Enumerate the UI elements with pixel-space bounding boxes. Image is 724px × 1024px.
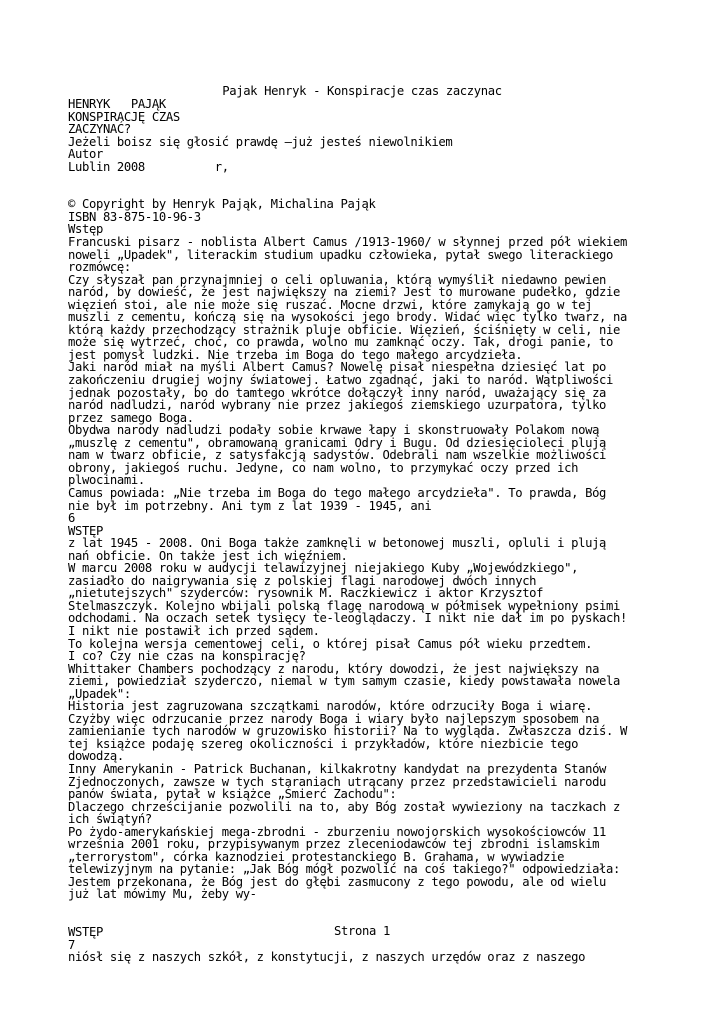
text-line: nie był im potrzebny. Ani tym z lat 1939 - 1945, ani (68, 498, 432, 513)
text-line: Jaki naród miał na myśli Albert Camus? Nowelę pisał niespełna dziesięć lat po (68, 360, 607, 375)
blank-line (68, 901, 718, 914)
text-line: Historia jest zagruzowana szczątkami narodów, które odrzuciły Boga i wiarę. (68, 699, 593, 714)
text-line: może się wytrzeć, choć, co prawda, wolno mu zamknąć oczy. Tak, drogi panie, to (68, 335, 614, 350)
text-line: nam w twarz obficie, z satysfakcją sadystów. Odebrali nam wszelkie możliwości (68, 448, 607, 463)
text-line: Czyżby więc odrzucanie przez narody Boga i wiary było najlepszym sposobem na (68, 711, 600, 726)
text-line: Francuski pisarz - noblista Albert Camus /1913-1960/ w słynnej przed pół wiekiem (68, 235, 628, 250)
text-line: ich świątyń? (68, 812, 152, 827)
text-line: „nietutejszych" szyderców: rysownik M. Raczkiewicz i aktor Krzysztof (68, 586, 544, 601)
text-line: rozmówcę: (68, 260, 131, 275)
text-line: już lat mówimy Mu, żeby wy- (68, 887, 257, 902)
text-line: Inny Amerykanin - Patrick Buchanan, kilkakrotny kandydat na prezydenta Stanów (68, 761, 607, 776)
text-line: Obydwa narody nadludzi podały sobie krwawe łapy i skonstruowały Polakom nową (68, 423, 600, 438)
text-line: Whittaker Chambers pochodzący z narodu, który dowodzi, że jest największy na (68, 661, 600, 676)
text-line: jest pomysł ludzki. Nie trzeba im Boga do tego małego arcydzieła. (68, 347, 523, 362)
text-line: To kolejna wersja cementowej celi, o której pisał Camus pół wieku przedtem. (68, 636, 593, 651)
text-line: WSTĘP (68, 925, 103, 940)
text-line: przez samego Boga. (68, 410, 194, 425)
text-line: niósł się z naszych szkół, z konstytucji, z naszych urzędów oraz z naszego (68, 950, 586, 965)
text-line: zamienianie tych narodów w gruzowisko historii? Na to wygląda. Zwłaszcza dziś. W (68, 724, 628, 739)
text-line: Camus powiada: „Nie trzeba im Boga do tego małego arcydzieła". To prawda, Bóg (68, 485, 607, 500)
text-line: Czy słyszał pan przynajmniej o celi opluwania, którą wymyślił niedawno pewien (68, 272, 607, 287)
text-line: dowodzą. (68, 749, 124, 764)
text-line: więzień stoi, ale nie może się ruszać. Mocne drzwi, które zamykają go w tej (68, 297, 593, 312)
text-line: I co? Czy nie czas na konspirację? (68, 649, 306, 664)
text-line: Wstęp (68, 222, 103, 237)
page-footer: Strona 1 (334, 924, 390, 938)
text-line: zasiadło do naigrywania się z polskiej flagi narodowej dwóch innych (68, 573, 537, 588)
text-line: naród nadludzi, naród wybrany nie przez jakiegoś ziemskiego uzurpatora, tylko (68, 398, 607, 413)
text-line: nań obficie. On także jest ich więźniem. (68, 548, 348, 563)
text-line: 7 (68, 937, 75, 952)
text-line: „terrorystom", córka kaznodziei protestanckiego B. Grahama, w wywiadzie (68, 849, 565, 864)
text-line: Lublin 2008 r, (68, 159, 229, 174)
text-line: którą każdy przechodzący strażnik pluje obficie. Więzień, ściśnięty w celi, nie (68, 322, 621, 337)
text-line: Zjednoczonych, zawsze w tych staraniach utrącany przez przedstawicieli narodu (68, 774, 607, 789)
text-line: naród, by dowieść, że jest największy na ziemi? Jest to murowane pudełko, gdzie (68, 285, 621, 300)
text-line: Jestem przekonana, że Bóg jest do głębi zasmucony z tego powodu, ale od wielu (68, 874, 607, 889)
text-line: panów świata, pytał w książce „Śmierć Zachodu": (68, 787, 397, 802)
text-line: ZACZYNAĆ? (68, 122, 131, 137)
text-line: plwocinami. (68, 473, 145, 488)
text-line: muszli z cementu, kończą się na wysokości jego brody. Widać więc tylko twarz, na (68, 310, 628, 325)
text-line: noweli „Upadek", literackim studium upadku człowieka, pytał swego literackiego (68, 247, 614, 262)
text-line: Dlaczego chrześcijanie pozwolili na to, aby Bóg został wywieziony na taczkach z (68, 799, 621, 814)
blank-line (68, 173, 718, 186)
text-line: 6 (68, 511, 75, 526)
text-line: odchodami. Na oczach setek tysięcy te-leoglądaczy. I nikt nie dał im po pyskach! (68, 611, 628, 626)
text-line: z lat 1945 - 2008. Oni Boga także zamknęli w betonowej muszli, opluli i plują (68, 536, 607, 551)
text-line: Jeżeli boisz się głosić prawdę –już jesteś niewolnikiem (68, 134, 453, 149)
text-line: września 2001 roku, przypisywanym przez zleceniodawców tej zbrodni islamskim (68, 837, 600, 852)
text-line: KONSPIRACJĘ CZAS (68, 109, 180, 124)
text-line: obrony, jakiegoś ruchu. Jedyne, co nam wolno, to przymykać oczy przed ich (68, 460, 579, 475)
text-line: ISBN 83-875-10-96-3 (68, 209, 201, 224)
document-title: Pajak Henryk - Konspiracje czas zaczynac (222, 84, 502, 98)
text-line: telewizyjnym na pytanie: „Jak Bóg mógł pozwolić na coś takiego?" odpowiedziała: (68, 862, 621, 877)
text-line: HENRYK PAJĄK (68, 97, 166, 111)
text-line: WSTĘP (68, 523, 103, 538)
text-line: Po żydo-amerykańskiej mega-zbrodni - zburzeniu nowojorskich wysokościowców 11 (68, 824, 607, 839)
text-line: jednak pozostały, bo do tamtego wkrótce dołączył inny naród, uważający się za (68, 385, 607, 400)
text-line: W marcu 2008 roku w audycji telawizyjnej niejakiego Kuby „Wojewódzkiego", (68, 561, 579, 576)
text-line: Stelmaszczyk. Kolejno wbijali polską flagę narodową w półmisek wypełniony psimi (68, 598, 621, 613)
text-line: I nikt nie postawił ich przed sądem. (68, 623, 320, 638)
document-body (68, 98, 718, 964)
text-line: Autor (68, 147, 103, 162)
text-line: © Copyright by Henryk Pająk, Michalina Pająk (68, 197, 376, 212)
text-line: tej książce podaję szereg okoliczności i przykładów, które niezbicie tego (68, 736, 579, 751)
text-line: „muszlę z cementu", obramowaną granicami Odry i Bugu. Od dziesięcioleci plują (68, 435, 607, 450)
text-line: ziemi, powiedział szyderczo, niemal w tym samym czasie, kiedy powstawała nowela (68, 674, 621, 689)
text-line: zakończeniu drugiej wojny światowej. Łatwo zgadnąć, jaki to naród. Wątpliwości (68, 373, 614, 388)
text-line: „Upadek": (68, 686, 131, 701)
